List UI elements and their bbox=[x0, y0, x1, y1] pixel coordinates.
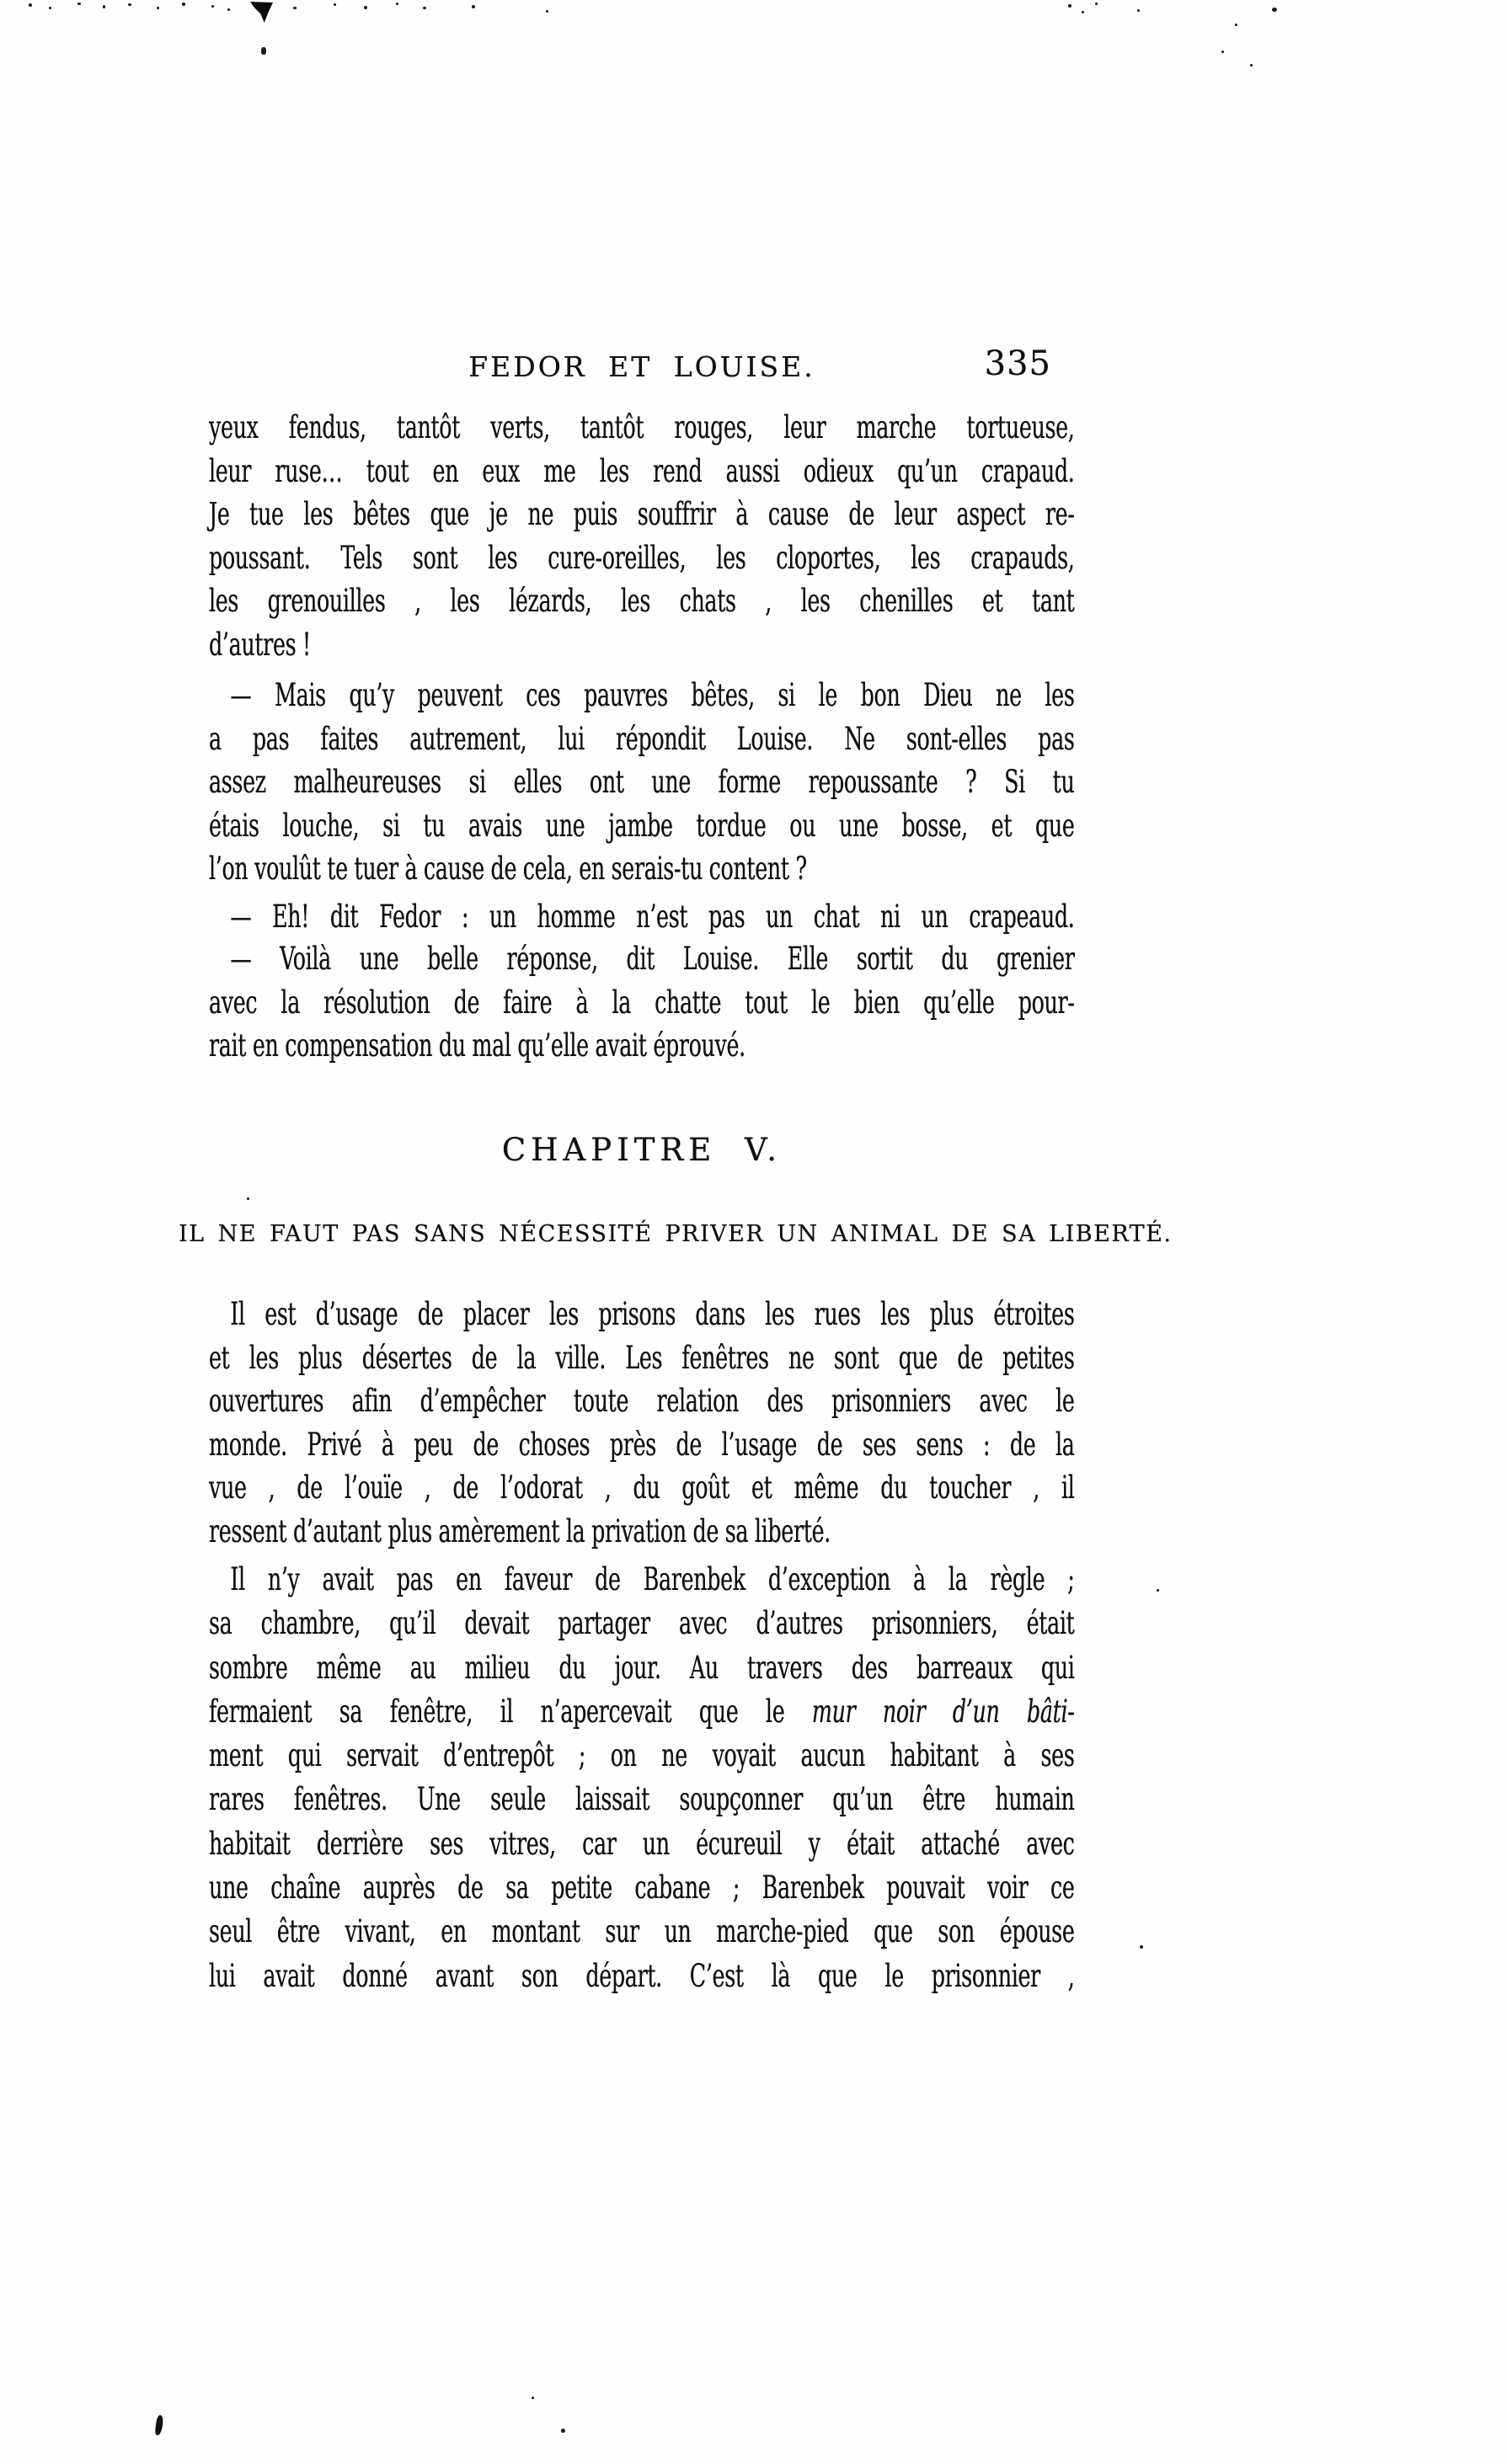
text-segment: et les plus désertes de la ville. Les fenêtres ne sont que de petites bbox=[209, 1339, 1075, 1376]
text-segment: seul être vivant, en montant sur un marche-pied que son épouse bbox=[209, 1913, 1075, 1950]
text-line bbox=[209, 1510, 1075, 1554]
scan-speck bbox=[1082, 11, 1084, 13]
text-line bbox=[209, 536, 1075, 580]
text-segment: monde. Privé à peu de choses près de l’usage de ses sens : de la bbox=[209, 1426, 1075, 1463]
text-line bbox=[209, 1866, 1075, 1910]
text-segment: rares fenêtres. Une seule laissait soupçonner qu’un être humain bbox=[209, 1781, 1075, 1818]
text-line bbox=[209, 981, 1075, 1025]
text-segment: ressent d’autant plus amèrement la privation de sa liberté. bbox=[209, 1512, 831, 1549]
text-segment: d’autres ! bbox=[209, 626, 311, 663]
text-segment: yeux fendus, tantôt verts, tantôt rouges, leur marche tortueuse, bbox=[209, 409, 1075, 445]
scan-speck bbox=[128, 3, 131, 6]
text-segment: Je tue les bêtes que je ne puis souffrir à cause de leur aspect re- bbox=[209, 496, 1075, 532]
text-segment: sa chambre, qu’il devait partager avec d’autres prisonniers, était bbox=[209, 1605, 1075, 1642]
text-segment: — Eh! dit Fedor : un homme n’est pas un chat ni un crapeaud. bbox=[230, 899, 1075, 935]
page-number: 335 bbox=[984, 344, 1051, 383]
text-line bbox=[209, 1602, 1075, 1645]
text-line bbox=[209, 579, 1075, 623]
text-line bbox=[209, 1955, 1075, 1998]
text-line bbox=[209, 1646, 1075, 1690]
scan-speck bbox=[157, 7, 159, 9]
text-line bbox=[209, 450, 1075, 493]
text-line bbox=[209, 1293, 1075, 1336]
text-line bbox=[209, 674, 1075, 717]
scan-speck bbox=[1157, 1589, 1159, 1592]
text-line bbox=[209, 717, 1075, 761]
text-segment: — Mais qu’y peuvent ces pauvres bêtes, si le bon Dieu ne les bbox=[230, 677, 1075, 713]
scan-speck bbox=[1272, 8, 1277, 12]
text-line bbox=[209, 1024, 1075, 1068]
text-segment: avec la résolution de faire à la chatte tout le bien qu’elle pour- bbox=[209, 984, 1075, 1021]
text-segment: étais louche, si tu avais une jambe tordue ou une bosse, et que bbox=[209, 807, 1075, 844]
paragraph-p2 bbox=[209, 674, 1075, 891]
text-segment: vue , de l’ouïe , de l’odorat , du goût et même du toucher , il bbox=[209, 1469, 1075, 1506]
text-segment: une chaîne auprès de sa petite cabane ; Barenbek pouvait voir ce bbox=[209, 1869, 1075, 1907]
text-segment: ment qui servait d’entrepôt ; on ne voyait aucun habitant à ses bbox=[209, 1737, 1075, 1774]
text-segment: assez malheureuses si elles ont une forme repoussante ? Si tu bbox=[209, 764, 1075, 800]
text-segment: sombre même au milieu du jour. Au travers des barreaux qui bbox=[209, 1649, 1075, 1686]
running-head-title: FEDOR ET LOUISE. bbox=[468, 350, 815, 383]
text-segment: leur ruse… tout en eux me les rend aussi odieux qu’un crapaud. bbox=[209, 452, 1075, 489]
scan-speck bbox=[1140, 1945, 1143, 1949]
text-segment: — Voilà une belle réponse, dit Louise. Elle sortit du grenier bbox=[230, 941, 1075, 977]
text-line bbox=[209, 895, 1075, 939]
scan-speck bbox=[29, 3, 32, 7]
text-segment: Il est d’usage de placer les prisons dans les rues les plus étroites bbox=[230, 1296, 1075, 1332]
text-segment: ouvertures afin d’empêcher toute relation des prisonniers avec le bbox=[209, 1383, 1075, 1419]
text-line bbox=[209, 760, 1075, 804]
text-line bbox=[209, 1822, 1075, 1866]
paragraphs bbox=[209, 0, 1075, 2464]
text-segment: lui avait donné avant son départ. C’est là que le prisonnier , bbox=[209, 1957, 1075, 1994]
scan-speck bbox=[1137, 9, 1140, 12]
text-line bbox=[209, 847, 1075, 891]
scan-speck bbox=[1250, 64, 1253, 67]
chapter-heading: CHAPITRE V. bbox=[501, 1132, 783, 1168]
text-line bbox=[209, 1778, 1075, 1821]
chapter-subtitle: IL NE FAUT PAS SANS NÉCESSITÉ PRIVER UN ANIMAL DE SA LIBERTÉ. bbox=[179, 1221, 1173, 1247]
text-segment: Il n’y avait pas en faveur de Barenbek d’exception à la règle ; bbox=[230, 1561, 1075, 1597]
text-segment: poussant. Tels sont les cure-oreilles, les cloportes, les crapauds, bbox=[209, 539, 1075, 576]
text-segment: habitait derrière ses vitres, car un écureuil y était attaché avec bbox=[209, 1825, 1075, 1862]
paragraph-p3 bbox=[209, 895, 1075, 939]
scan-speck bbox=[182, 3, 185, 6]
paragraph-p5 bbox=[209, 1293, 1075, 1553]
text-segment: l’on voulût te tuer à cause de cela, en serais-tu content ? bbox=[209, 851, 807, 887]
text-segment: rait en compensation du mal qu’elle avait éprouvé. bbox=[209, 1027, 745, 1064]
text-line bbox=[209, 1910, 1075, 1954]
paragraph-p6 bbox=[209, 1558, 1075, 1998]
scan-speck bbox=[103, 5, 105, 8]
text-line bbox=[209, 406, 1075, 450]
text-segment: a pas faites autrement, lui répondit Louise. Ne sont-elles pas bbox=[209, 720, 1075, 757]
italic-text-segment: mur noir d’un bâti- bbox=[811, 1693, 1075, 1730]
paragraph-p4 bbox=[209, 937, 1075, 1068]
text-line bbox=[209, 1466, 1075, 1510]
text-line bbox=[209, 1558, 1075, 1602]
text-line bbox=[209, 1734, 1075, 1778]
scan-speck bbox=[1221, 51, 1224, 53]
text-line bbox=[209, 937, 1075, 981]
text-line bbox=[209, 1379, 1075, 1423]
text-line bbox=[209, 1423, 1075, 1467]
text-segment: les grenouilles , les lézards, les chats , les chenilles et tant bbox=[209, 583, 1075, 619]
scan-speck bbox=[49, 7, 51, 9]
scan-mark bbox=[154, 2415, 163, 2436]
text-line bbox=[209, 1690, 1075, 1734]
scan-speck bbox=[1235, 24, 1237, 26]
text-line bbox=[209, 1336, 1075, 1380]
scan-speck bbox=[77, 3, 81, 5]
text-segment: fermaient sa fenêtre, il n’apercevait que le bbox=[209, 1693, 812, 1730]
text-line bbox=[209, 804, 1075, 848]
scan-speck bbox=[1095, 3, 1098, 5]
paragraph-p1 bbox=[209, 406, 1075, 666]
text-line bbox=[209, 493, 1075, 536]
text-line bbox=[209, 623, 1075, 667]
